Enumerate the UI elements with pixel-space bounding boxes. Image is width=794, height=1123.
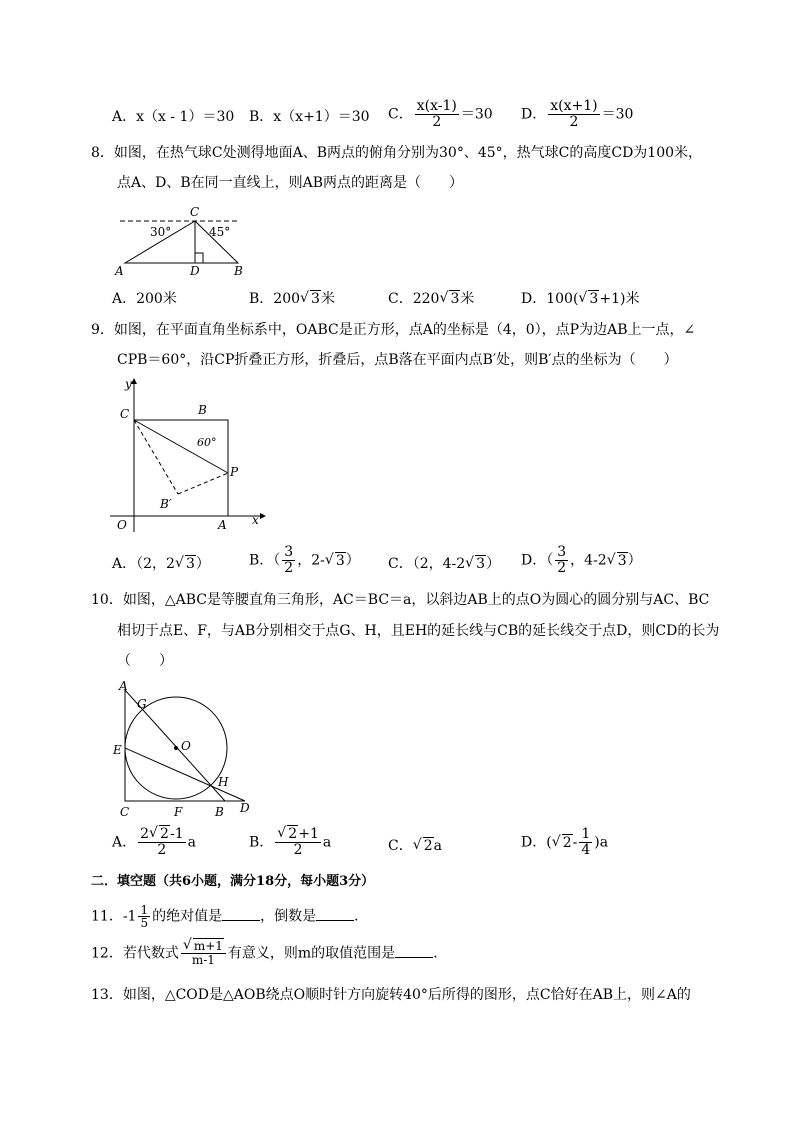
q7-option-c-suffix: ＝30 — [460, 106, 493, 123]
fraction — [275, 827, 321, 858]
q8-option-d — [521, 288, 639, 308]
q9-option-b-suffix: ） — [345, 552, 360, 569]
denominator: 2 — [157, 842, 167, 858]
q10-stem-line2: 相切于点E、F，与AB分别相交于点G、H，且EH的延长线与CB的延长线交于点D，则CD的长为 — [117, 623, 720, 639]
section-heading: 二．填空题（共6小题，满分18分，每小题3分） — [91, 874, 375, 889]
q8-option-b — [249, 288, 335, 308]
q7-option-a: A．x（x - 1）＝30 — [112, 109, 235, 125]
q7-option-c — [388, 99, 493, 130]
denominator: m-1 — [191, 953, 215, 967]
q7-option-d-suffix: ＝30 — [601, 106, 634, 123]
q8-option-d-suffix: +1)米 — [599, 291, 640, 307]
radicand: 2 — [423, 838, 433, 854]
q11-prefix: 11．-1 — [91, 908, 137, 925]
q7-option-b: B．x（x+1）＝30 — [249, 109, 370, 125]
fraction — [548, 99, 599, 130]
radicand: 3 — [589, 291, 599, 307]
q10-option-c-prefix: C． — [388, 838, 413, 854]
denominator: 4 — [581, 842, 591, 858]
q10-option-c-suffix: a — [433, 838, 442, 854]
fraction — [138, 827, 185, 858]
q10-stem-line1: 10．如图，△ABC是等腰直角三角形，AC＝BC＝a，以斜边AB上的点O为圆心的圆分别与AC、BC — [91, 592, 710, 608]
answer-blank[interactable] — [316, 906, 354, 921]
numerator-tail: -1 — [169, 826, 184, 842]
radicand: 3 — [335, 552, 345, 569]
q10-label-a: A — [119, 679, 128, 693]
denominator: 2 — [284, 560, 294, 576]
sqrt: √ 2 — [412, 837, 433, 854]
q10-option-a-suffix: a — [187, 834, 196, 851]
q12-text: 有意义，则m的取值范围是 — [227, 945, 396, 962]
q9-option-d — [521, 545, 642, 576]
sqrt: √ m+1 — [182, 937, 223, 953]
q9-label-p: P — [230, 465, 239, 479]
q9-figure — [110, 376, 280, 532]
answer-blank[interactable] — [222, 906, 260, 921]
q9-option-d-suffix: ） — [627, 552, 642, 569]
q10-label-h: H — [218, 775, 229, 789]
radicand: 2 — [288, 826, 298, 842]
q9-option-b — [249, 545, 360, 576]
q10-label-e: E — [113, 743, 122, 757]
denominator: 2 — [557, 560, 567, 576]
q8-stem-line1: 8．如图，在热气球C处测得地面A、B两点的俯角分别为30°、45°，热气球C的高度CD为100米， — [91, 145, 703, 161]
fraction — [579, 827, 592, 858]
q10-option-c — [388, 835, 442, 855]
q9-stem-line1: 9．如图，在平面直角坐标系中，OABC是正方形，点A的坐标是（4，0），点P为边AB上一点，∠ — [91, 322, 696, 338]
q12-prefix: 12．若代数式 — [91, 945, 179, 962]
radicand: 2 — [562, 834, 572, 851]
q8-option-d-prefix: D．100( — [521, 291, 579, 307]
q8-figure — [110, 200, 270, 280]
q10-label-c: C — [120, 805, 130, 819]
sqrt: √ 2 — [149, 825, 169, 842]
radicand: 3 — [450, 291, 460, 307]
q8-option-c — [388, 288, 474, 308]
numerator: 3 — [557, 544, 567, 560]
numerator: x(x-1) — [416, 98, 457, 114]
q9-option-c-suffix: ） — [486, 556, 501, 572]
q9-label-c: C — [120, 407, 130, 421]
q9-option-a-suffix: ） — [195, 556, 210, 572]
fraction — [181, 937, 226, 967]
sqrt: √ 3 — [324, 551, 345, 569]
q11-text-abs: 的绝对值是 — [152, 908, 223, 925]
q10-label-d: D — [240, 801, 250, 815]
q10-option-d-mid: - — [572, 834, 578, 851]
numerator — [138, 827, 185, 843]
q9-option-d-mid: ，4-2 — [570, 552, 607, 569]
q8-option-c-prefix: C．220 — [388, 291, 440, 307]
q10-option-d-suffix: )a — [594, 834, 609, 851]
q9-label-y: y — [125, 377, 132, 391]
q8-option-a: A．200米 — [112, 291, 177, 307]
q10-label-g: G — [137, 697, 147, 711]
fraction — [282, 545, 295, 576]
fraction — [138, 904, 150, 929]
fraction — [555, 545, 568, 576]
q9-option-b-mid: ，2- — [297, 552, 325, 569]
numerator: x(x+1) — [550, 98, 598, 114]
q8-label-b: B — [234, 264, 243, 278]
numerator: 3 — [284, 544, 294, 560]
q10-option-b-prefix: B． — [249, 834, 274, 851]
q8-option-b-suffix: 米 — [320, 291, 335, 307]
denominator: 2 — [569, 114, 579, 130]
q10-option-d — [521, 827, 608, 858]
q12-end: ． — [433, 945, 448, 962]
q9-option-a — [112, 553, 210, 573]
sqrt: √ 2 — [551, 833, 572, 851]
numerator: 1 — [581, 826, 591, 842]
radicand: 3 — [476, 556, 486, 572]
numerator: 1 — [140, 903, 149, 917]
q7-option-d-prefix: D． — [521, 106, 547, 123]
sqrt: √ 3 — [465, 555, 486, 572]
sqrt: √ 2 — [277, 825, 298, 842]
radicand: 3 — [185, 556, 195, 572]
q8-label-c: C — [190, 205, 200, 219]
radicand: 2 — [160, 826, 169, 842]
numerator — [275, 827, 321, 843]
answer-blank[interactable] — [395, 943, 433, 958]
numerator-coeff: 2 — [140, 826, 150, 842]
q10-stem-line3: （ ） — [117, 653, 173, 669]
q9-option-b-prefix: B．（ — [249, 552, 281, 569]
sqrt: √ 3 — [439, 290, 460, 307]
q10-option-b-suffix: a — [322, 834, 332, 851]
q8-label-30: 30° — [150, 225, 172, 239]
denominator: 2 — [432, 114, 442, 130]
q10-option-a — [112, 827, 196, 858]
sqrt: √ 3 — [300, 290, 320, 307]
q9-option-a-prefix: A．（2，2 — [112, 556, 175, 572]
q7-option-d — [521, 99, 633, 130]
q13-stem-line1: 13．如图，△COD是△AOB绕点O顺时针方向旋转40°后所得的图形，点C恰好在AB上，则∠A的 — [91, 987, 691, 1003]
q12-stem — [91, 937, 448, 967]
denominator: 5 — [140, 916, 149, 930]
q9-label-60: 60° — [197, 436, 217, 449]
q11-text-reciprocal: ，倒数是 — [260, 908, 317, 925]
q9-stem-line2: CPB＝60°，沿CP折叠正方形，折叠后，点B落在平面内点B′处，则B′点的坐标为（ ） — [117, 352, 678, 368]
q9-option-c — [388, 553, 500, 573]
q9-label-bprime: B′ — [160, 497, 172, 511]
radicand: m+1 — [193, 939, 223, 953]
q9-label-a: A — [218, 518, 227, 532]
q10-option-b — [249, 827, 331, 858]
q10-figure — [108, 678, 268, 820]
q9-option-d-prefix: D．（ — [521, 552, 554, 569]
q8-option-c-suffix: 米 — [460, 291, 475, 307]
q9-label-o: O — [117, 518, 127, 532]
sqrt: √ 3 — [174, 555, 195, 572]
q9-label-x: x — [252, 513, 259, 527]
q8-stem-line2: 点A、D、B在同一直线上，则AB两点的距离是（ ） — [117, 175, 464, 191]
sqrt: √ 3 — [578, 290, 599, 307]
q10-option-d-prefix: D．( — [521, 834, 552, 851]
sqrt: √ 3 — [606, 551, 627, 569]
denominator: 2 — [293, 842, 303, 858]
q9-label-b: B — [198, 403, 207, 417]
fraction — [415, 99, 459, 130]
numerator — [181, 937, 226, 954]
q10-label-f: F — [174, 805, 183, 819]
q11-stem — [91, 904, 368, 929]
numerator-tail: +1 — [298, 826, 319, 842]
q8-label-a: A — [115, 264, 124, 278]
q9-option-c-prefix: C．（2，4-2 — [388, 556, 466, 572]
radicand: 3 — [311, 291, 320, 307]
q8-label-45: 45° — [209, 225, 231, 239]
q11-end: ． — [354, 908, 369, 925]
q8-option-b-prefix: B．200 — [249, 291, 301, 307]
q8-label-d: D — [190, 264, 200, 278]
q10-option-a-prefix: A． — [112, 834, 137, 851]
radicand: 3 — [617, 552, 627, 569]
q10-label-o: O — [181, 739, 191, 753]
q10-label-b: B — [215, 805, 224, 819]
q7-option-c-prefix: C． — [388, 106, 413, 123]
